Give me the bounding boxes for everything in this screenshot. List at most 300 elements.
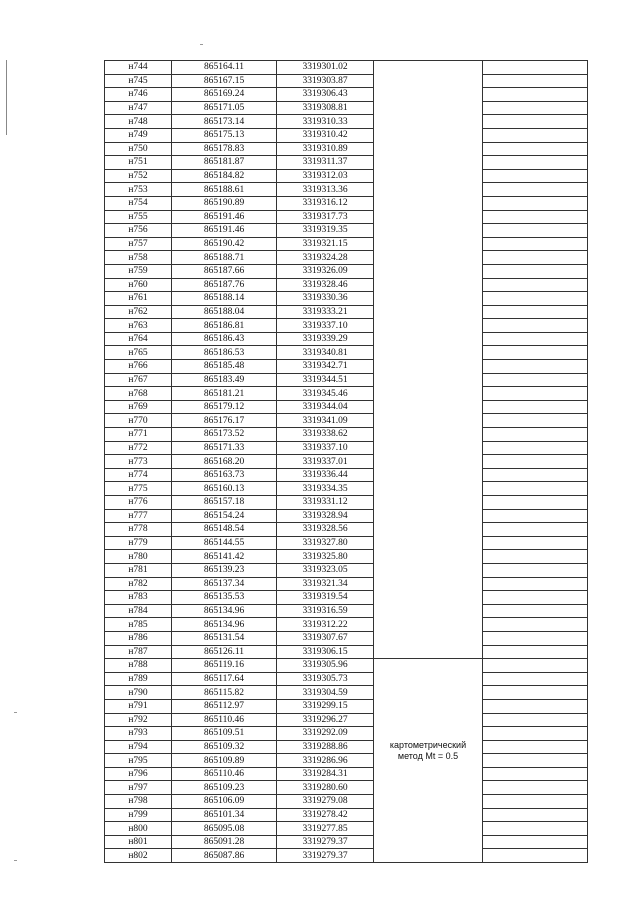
point-name: н773 — [105, 455, 172, 469]
point-name: н762 — [105, 305, 172, 319]
empty-cell — [483, 305, 588, 319]
x-coordinate: 865134.96 — [172, 618, 277, 632]
empty-cell — [483, 849, 588, 863]
x-coordinate: 865188.14 — [172, 292, 277, 306]
x-coordinate: 865091.28 — [172, 835, 277, 849]
point-name: н772 — [105, 441, 172, 455]
method-cell — [374, 305, 483, 319]
table-row — [105, 373, 588, 387]
table-row — [105, 645, 588, 659]
x-coordinate: 865187.76 — [172, 278, 277, 292]
x-coordinate: 865176.17 — [172, 414, 277, 428]
x-coordinate: 865135.53 — [172, 591, 277, 605]
empty-cell — [483, 523, 588, 537]
x-coordinate: 865188.61 — [172, 183, 277, 197]
point-name: н777 — [105, 509, 172, 523]
x-coordinate: 865171.05 — [172, 101, 277, 115]
y-coordinate: 3319316.12 — [277, 196, 374, 210]
method-cell — [374, 210, 483, 224]
table-row — [105, 115, 588, 129]
x-coordinate: 865163.73 — [172, 468, 277, 482]
method-cell — [374, 88, 483, 102]
empty-cell — [483, 387, 588, 401]
empty-cell — [483, 292, 588, 306]
y-coordinate: 3319278.42 — [277, 808, 374, 822]
x-coordinate: 865110.46 — [172, 713, 277, 727]
point-name: н755 — [105, 210, 172, 224]
table-row — [105, 264, 588, 278]
table-row — [105, 319, 588, 333]
table-row — [105, 713, 588, 727]
table-row — [105, 169, 588, 183]
x-coordinate: 865191.46 — [172, 210, 277, 224]
method-cell — [374, 808, 483, 822]
empty-cell — [483, 128, 588, 142]
point-name: н794 — [105, 740, 172, 754]
point-name: н761 — [105, 292, 172, 306]
y-coordinate: 3319279.37 — [277, 835, 374, 849]
point-name: н791 — [105, 699, 172, 713]
table-row — [105, 74, 588, 88]
empty-cell — [483, 713, 588, 727]
point-name: н765 — [105, 346, 172, 360]
empty-cell — [483, 115, 588, 129]
empty-cell — [483, 509, 588, 523]
x-coordinate: 865167.15 — [172, 74, 277, 88]
y-coordinate: 3319310.89 — [277, 142, 374, 156]
empty-cell — [483, 550, 588, 564]
table-row — [105, 496, 588, 510]
empty-cell — [483, 645, 588, 659]
method-cell — [374, 550, 483, 564]
point-name: н752 — [105, 169, 172, 183]
x-coordinate: 865186.53 — [172, 346, 277, 360]
y-coordinate: 3319323.05 — [277, 563, 374, 577]
x-coordinate: 865179.12 — [172, 400, 277, 414]
y-coordinate: 3319284.31 — [277, 767, 374, 781]
point-name: н775 — [105, 482, 172, 496]
x-coordinate: 865171.33 — [172, 441, 277, 455]
table-row — [105, 727, 588, 741]
x-coordinate: 865175.13 — [172, 128, 277, 142]
table-row — [105, 808, 588, 822]
table-row — [105, 509, 588, 523]
table-row — [105, 672, 588, 686]
method-cell — [374, 400, 483, 414]
method-cell — [374, 156, 483, 170]
method-cell — [374, 523, 483, 537]
empty-cell — [483, 264, 588, 278]
x-coordinate: 865109.23 — [172, 781, 277, 795]
x-coordinate: 865173.52 — [172, 428, 277, 442]
empty-cell — [483, 360, 588, 374]
method-cell — [374, 332, 483, 346]
empty-cell — [483, 727, 588, 741]
table-row — [105, 754, 588, 768]
method-cell — [374, 781, 483, 795]
y-coordinate: 3319327.80 — [277, 536, 374, 550]
empty-cell — [483, 767, 588, 781]
y-coordinate: 3319299.15 — [277, 699, 374, 713]
y-coordinate: 3319286.96 — [277, 754, 374, 768]
point-name: н779 — [105, 536, 172, 550]
x-coordinate: 865178.83 — [172, 142, 277, 156]
x-coordinate: 865095.08 — [172, 822, 277, 836]
y-coordinate: 3319305.73 — [277, 672, 374, 686]
table-row — [105, 101, 588, 115]
method-cell — [374, 101, 483, 115]
point-name: н776 — [105, 496, 172, 510]
point-name: н781 — [105, 563, 172, 577]
y-coordinate: 3319310.42 — [277, 128, 374, 142]
point-name: н785 — [105, 618, 172, 632]
x-coordinate: 865117.64 — [172, 672, 277, 686]
point-name: н796 — [105, 767, 172, 781]
method-cell — [374, 631, 483, 645]
empty-cell — [483, 156, 588, 170]
method-cell — [374, 496, 483, 510]
method-cell — [374, 699, 483, 713]
point-name: н748 — [105, 115, 172, 129]
method-cell — [374, 196, 483, 210]
y-coordinate: 3319319.54 — [277, 591, 374, 605]
table-row — [105, 577, 588, 591]
table-row — [105, 305, 588, 319]
coordinates-table — [104, 60, 588, 863]
empty-cell — [483, 659, 588, 673]
empty-cell — [483, 196, 588, 210]
table-row — [105, 441, 588, 455]
y-coordinate: 3319321.34 — [277, 577, 374, 591]
coordinates-table-body — [105, 61, 588, 863]
table-row — [105, 400, 588, 414]
method-cell — [374, 468, 483, 482]
x-coordinate: 865119.16 — [172, 659, 277, 673]
x-coordinate: 865190.42 — [172, 237, 277, 251]
point-name: н769 — [105, 400, 172, 414]
x-coordinate: 865148.54 — [172, 523, 277, 537]
scan-mark — [200, 44, 203, 45]
table-row — [105, 196, 588, 210]
x-coordinate: 865186.43 — [172, 332, 277, 346]
empty-cell — [483, 88, 588, 102]
empty-cell — [483, 346, 588, 360]
method-cell — [374, 795, 483, 809]
x-coordinate: 865137.34 — [172, 577, 277, 591]
point-name: н789 — [105, 672, 172, 686]
table-row — [105, 332, 588, 346]
y-coordinate: 3319303.87 — [277, 74, 374, 88]
method-cell — [374, 373, 483, 387]
x-coordinate: 865183.49 — [172, 373, 277, 387]
method-cell — [374, 563, 483, 577]
y-coordinate: 3319312.22 — [277, 618, 374, 632]
y-coordinate: 3319342.71 — [277, 360, 374, 374]
table-row — [105, 183, 588, 197]
point-name: н788 — [105, 659, 172, 673]
x-coordinate: 865185.48 — [172, 360, 277, 374]
empty-cell — [483, 754, 588, 768]
y-coordinate: 3319325.80 — [277, 550, 374, 564]
method-cell — [374, 251, 483, 265]
empty-cell — [483, 577, 588, 591]
empty-cell — [483, 781, 588, 795]
x-coordinate: 865131.54 — [172, 631, 277, 645]
method-cell — [374, 128, 483, 142]
y-coordinate: 3319313.36 — [277, 183, 374, 197]
y-coordinate: 3319310.33 — [277, 115, 374, 129]
x-coordinate: 865154.24 — [172, 509, 277, 523]
point-name: н767 — [105, 373, 172, 387]
x-coordinate: 865190.89 — [172, 196, 277, 210]
empty-cell — [483, 591, 588, 605]
x-coordinate: 865101.34 — [172, 808, 277, 822]
table-row — [105, 563, 588, 577]
method-cell — [374, 360, 483, 374]
method-cell — [374, 767, 483, 781]
table-row — [105, 346, 588, 360]
point-name: н756 — [105, 224, 172, 238]
method-cell — [374, 672, 483, 686]
method-cell — [374, 264, 483, 278]
x-coordinate: 865112.97 — [172, 699, 277, 713]
y-coordinate: 3319305.96 — [277, 659, 374, 673]
x-coordinate: 865141.42 — [172, 550, 277, 564]
y-coordinate: 3319326.09 — [277, 264, 374, 278]
method-cell — [374, 577, 483, 591]
point-name: н795 — [105, 754, 172, 768]
method-cell — [374, 237, 483, 251]
empty-cell — [483, 822, 588, 836]
method-cell — [374, 659, 483, 673]
empty-cell — [483, 699, 588, 713]
method-cell — [374, 835, 483, 849]
x-coordinate: 865191.46 — [172, 224, 277, 238]
y-coordinate: 3319344.51 — [277, 373, 374, 387]
table-row — [105, 686, 588, 700]
empty-cell — [483, 332, 588, 346]
table-row — [105, 224, 588, 238]
y-coordinate: 3319307.67 — [277, 631, 374, 645]
empty-cell — [483, 496, 588, 510]
empty-cell — [483, 482, 588, 496]
table-row — [105, 618, 588, 632]
point-name: н780 — [105, 550, 172, 564]
y-coordinate: 3319344.04 — [277, 400, 374, 414]
table-row — [105, 278, 588, 292]
empty-cell — [483, 455, 588, 469]
table-row — [105, 740, 588, 754]
x-coordinate: 865139.23 — [172, 563, 277, 577]
method-cell — [374, 183, 483, 197]
table-row — [105, 251, 588, 265]
y-coordinate: 3319292.09 — [277, 727, 374, 741]
y-coordinate: 3319334.35 — [277, 482, 374, 496]
point-name: н801 — [105, 835, 172, 849]
y-coordinate: 3319337.10 — [277, 319, 374, 333]
table-row — [105, 631, 588, 645]
point-name: н757 — [105, 237, 172, 251]
point-name: н763 — [105, 319, 172, 333]
empty-cell — [483, 536, 588, 550]
x-coordinate: 865087.86 — [172, 849, 277, 863]
y-coordinate: 3319279.08 — [277, 795, 374, 809]
point-name: н749 — [105, 128, 172, 142]
empty-cell — [483, 740, 588, 754]
table-row — [105, 237, 588, 251]
method-cell — [374, 441, 483, 455]
table-row — [105, 455, 588, 469]
y-coordinate: 3319341.09 — [277, 414, 374, 428]
x-coordinate: 865157.18 — [172, 496, 277, 510]
table-row — [105, 604, 588, 618]
x-coordinate: 865110.46 — [172, 767, 277, 781]
y-coordinate: 3319317.73 — [277, 210, 374, 224]
y-coordinate: 3319338.62 — [277, 428, 374, 442]
point-name: н745 — [105, 74, 172, 88]
method-cell — [374, 278, 483, 292]
y-coordinate: 3319301.02 — [277, 61, 374, 75]
method-cell — [374, 591, 483, 605]
method-cell — [374, 822, 483, 836]
table-row — [105, 387, 588, 401]
scan-mark — [14, 712, 17, 713]
table-row — [105, 795, 588, 809]
method-cell — [374, 686, 483, 700]
point-name: н793 — [105, 727, 172, 741]
point-name: н760 — [105, 278, 172, 292]
method-cell — [374, 713, 483, 727]
x-coordinate: 865169.24 — [172, 88, 277, 102]
empty-cell — [483, 183, 588, 197]
table-row — [105, 414, 588, 428]
method-cell — [374, 536, 483, 550]
table-row — [105, 428, 588, 442]
method-cell — [374, 224, 483, 238]
y-coordinate: 3319337.10 — [277, 441, 374, 455]
point-name: н771 — [105, 428, 172, 442]
method-cell — [374, 115, 483, 129]
y-coordinate: 3319279.37 — [277, 849, 374, 863]
point-name: н782 — [105, 577, 172, 591]
method-cell — [374, 387, 483, 401]
empty-cell — [483, 400, 588, 414]
empty-cell — [483, 686, 588, 700]
method-cell — [374, 618, 483, 632]
x-coordinate: 865173.14 — [172, 115, 277, 129]
method-cell — [374, 346, 483, 360]
point-name: н800 — [105, 822, 172, 836]
empty-cell — [483, 61, 588, 75]
x-coordinate: 865160.13 — [172, 482, 277, 496]
table-row — [105, 523, 588, 537]
method-cell — [374, 604, 483, 618]
x-coordinate: 865181.21 — [172, 387, 277, 401]
y-coordinate: 3319331.12 — [277, 496, 374, 510]
y-coordinate: 3319330.36 — [277, 292, 374, 306]
empty-cell — [483, 604, 588, 618]
point-name: н766 — [105, 360, 172, 374]
y-coordinate: 3319304.59 — [277, 686, 374, 700]
page-margin-line — [6, 60, 7, 135]
y-coordinate: 3319328.46 — [277, 278, 374, 292]
y-coordinate: 3319308.81 — [277, 101, 374, 115]
empty-cell — [483, 631, 588, 645]
table-row — [105, 292, 588, 306]
table-row — [105, 781, 588, 795]
table-row — [105, 210, 588, 224]
empty-cell — [483, 808, 588, 822]
empty-cell — [483, 468, 588, 482]
x-coordinate: 865187.66 — [172, 264, 277, 278]
empty-cell — [483, 414, 588, 428]
empty-cell — [483, 835, 588, 849]
table-row — [105, 550, 588, 564]
method-cell — [374, 142, 483, 156]
x-coordinate: 865184.82 — [172, 169, 277, 183]
point-name: н759 — [105, 264, 172, 278]
x-coordinate: 865188.04 — [172, 305, 277, 319]
empty-cell — [483, 441, 588, 455]
point-name: н798 — [105, 795, 172, 809]
empty-cell — [483, 101, 588, 115]
point-name: н792 — [105, 713, 172, 727]
x-coordinate: 865106.09 — [172, 795, 277, 809]
table-row — [105, 142, 588, 156]
empty-cell — [483, 428, 588, 442]
x-coordinate: 865186.81 — [172, 319, 277, 333]
y-coordinate: 3319321.15 — [277, 237, 374, 251]
table-row — [105, 536, 588, 550]
method-cell — [374, 169, 483, 183]
table-row — [105, 835, 588, 849]
method-cell — [374, 727, 483, 741]
table-row — [105, 699, 588, 713]
point-name: н746 — [105, 88, 172, 102]
method-cell — [374, 455, 483, 469]
point-name: н802 — [105, 849, 172, 863]
x-coordinate: 865181.87 — [172, 156, 277, 170]
point-name: н758 — [105, 251, 172, 265]
y-coordinate: 3319277.85 — [277, 822, 374, 836]
empty-cell — [483, 251, 588, 265]
y-coordinate: 3319296.27 — [277, 713, 374, 727]
empty-cell — [483, 237, 588, 251]
method-cell — [374, 428, 483, 442]
table-row — [105, 61, 588, 75]
point-name: н799 — [105, 808, 172, 822]
empty-cell — [483, 618, 588, 632]
y-coordinate: 3319328.56 — [277, 523, 374, 537]
point-name: н783 — [105, 591, 172, 605]
y-coordinate: 3319336.44 — [277, 468, 374, 482]
y-coordinate: 3319345.46 — [277, 387, 374, 401]
table-row — [105, 849, 588, 863]
point-name: н751 — [105, 156, 172, 170]
y-coordinate: 3319328.94 — [277, 509, 374, 523]
y-coordinate: 3319319.35 — [277, 224, 374, 238]
table-row — [105, 128, 588, 142]
point-name: н786 — [105, 631, 172, 645]
y-coordinate: 3319339.29 — [277, 332, 374, 346]
point-name: н753 — [105, 183, 172, 197]
y-coordinate: 3319306.15 — [277, 645, 374, 659]
point-name: н797 — [105, 781, 172, 795]
method-cell — [374, 849, 483, 863]
method-cell — [374, 61, 483, 75]
point-name: н754 — [105, 196, 172, 210]
point-name: н764 — [105, 332, 172, 346]
